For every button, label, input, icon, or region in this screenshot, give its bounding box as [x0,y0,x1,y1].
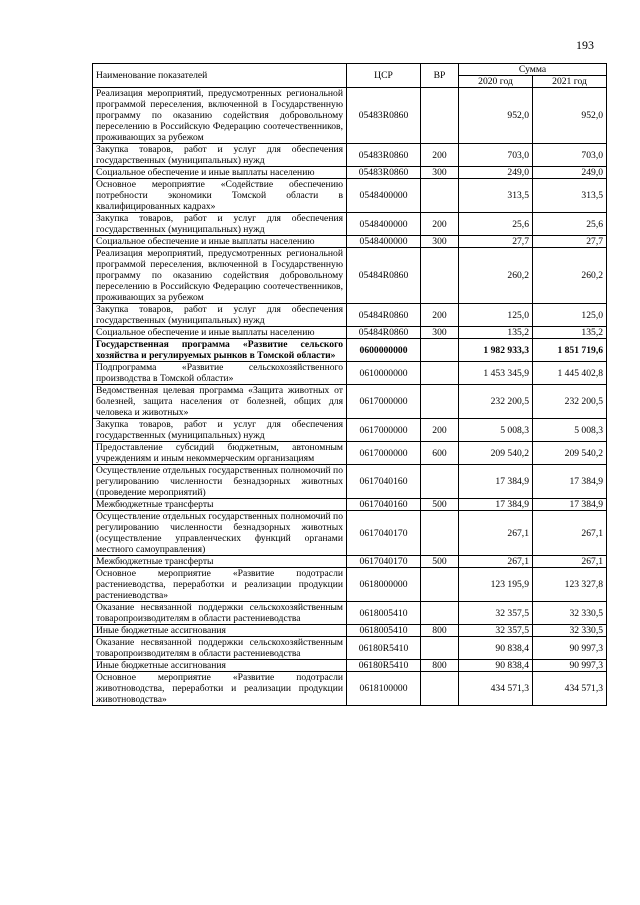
row-csr-cell: 0617000000 [347,442,421,465]
row-sum-2021-cell: 125,0 [533,304,607,327]
row-sum-2021-cell: 703,0 [533,144,607,167]
row-sum-2021-cell: 90 997,3 [533,660,607,672]
table-row [93,602,607,625]
row-csr-cell: 06180R5410 [347,637,421,660]
row-csr-cell: 0618100000 [347,672,421,706]
table-body [93,88,607,706]
table-row [93,625,607,637]
table-row [93,167,607,179]
row-vr-cell [421,511,459,556]
row-sum-2020-cell: 135,2 [459,327,533,339]
row-sum-2020-cell: 17 384,9 [459,465,533,499]
row-sum-2021-cell: 260,2 [533,248,607,304]
row-name-cell: Закупка товаров, работ и услуг для обеспечения государственных (муниципальных) нужд [93,304,347,327]
row-sum-2020-cell: 249,0 [459,167,533,179]
row-sum-2020-cell: 90 838,4 [459,637,533,660]
row-vr-cell: 200 [421,144,459,167]
row-sum-2020-cell: 90 838,4 [459,660,533,672]
row-csr-cell: 05483R0860 [347,167,421,179]
row-name-cell: Социальное обеспечение и иные выплаты населению [93,327,347,339]
row-sum-2021-cell: 209 540,2 [533,442,607,465]
row-csr-cell: 05484R0860 [347,304,421,327]
table-row [93,248,607,304]
header-csr: ЦСР [347,64,421,88]
row-vr-cell [421,385,459,419]
row-vr-cell: 200 [421,419,459,442]
row-name-cell: Межбюджетные трансферты [93,499,347,511]
row-csr-cell: 0617040160 [347,465,421,499]
table-row [93,568,607,602]
row-sum-2021-cell: 1 445 402,8 [533,362,607,385]
header-year-2020: 2020 год [459,76,533,88]
row-vr-cell [421,672,459,706]
budget-table [92,63,607,706]
header-name: Наименование показателей [93,64,347,88]
page-number: 193 [576,38,594,52]
table-row [93,419,607,442]
row-sum-2020-cell: 232 200,5 [459,385,533,419]
row-vr-cell: 800 [421,660,459,672]
header-vr: ВР [421,64,459,88]
table-row [93,144,607,167]
row-vr-cell [421,179,459,213]
row-sum-2020-cell: 27,7 [459,236,533,248]
row-name-cell: Основное мероприятие «Развитие подотрасли растениеводства, переработки и реализации продукции растениеводства» [93,568,347,602]
row-name-cell: Основное мероприятие «Развитие подотрасли животноводства, переработки и реализации продукции животноводства» [93,672,347,706]
row-name-cell: Основное мероприятие «Содействие обеспечению потребности экономики Томской области в квалифицированных кадрах» [93,179,347,213]
row-name-cell: Государственная программа «Развитие сельского хозяйства и регулируемых рынков в Томской области» [93,339,347,362]
row-sum-2020-cell: 313,5 [459,179,533,213]
table-row [93,179,607,213]
row-vr-cell [421,339,459,362]
table-row [93,362,607,385]
row-name-cell: Иные бюджетные ассигнования [93,660,347,672]
table-row [93,660,607,672]
row-csr-cell: 0617040170 [347,511,421,556]
table-row [93,327,607,339]
row-name-cell: Межбюджетные трансферты [93,556,347,568]
table-row [93,339,607,362]
row-csr-cell: 0548400000 [347,213,421,236]
row-sum-2021-cell: 313,5 [533,179,607,213]
row-name-cell: Осуществление отдельных государственных полномочий по регулированию численности безнадзорных животных (проведение мероприятий) [93,465,347,499]
table-row [93,637,607,660]
row-name-cell: Осуществление отдельных государственных полномочий по регулированию численности безнадзорных животных (осуществление управленческих функций органами местного самоуправления) [93,511,347,556]
row-name-cell: Оказание несвязанной поддержки сельскохозяйственным товаропроизводителям в области растениеводства [93,602,347,625]
row-vr-cell: 300 [421,327,459,339]
row-sum-2020-cell: 434 571,3 [459,672,533,706]
row-csr-cell: 0617000000 [347,385,421,419]
row-sum-2021-cell: 135,2 [533,327,607,339]
row-sum-2020-cell: 703,0 [459,144,533,167]
row-name-cell: Подпрограмма «Развитие сельскохозяйственного производства в Томской области» [93,362,347,385]
row-csr-cell: 0618000000 [347,568,421,602]
table-row [93,213,607,236]
row-name-cell: Реализация мероприятий, предусмотренных региональной программой переселения, включенной в Государственную программу по оказанию содействия добровольному переселению в Российскую Федерацию соотечественников, проживающих за рубежом [93,88,347,144]
row-sum-2021-cell: 90 997,3 [533,637,607,660]
row-sum-2020-cell: 123 195,9 [459,568,533,602]
row-csr-cell: 0618005410 [347,625,421,637]
row-vr-cell [421,568,459,602]
row-name-cell: Социальное обеспечение и иные выплаты населению [93,236,347,248]
table-row [93,511,607,556]
row-name-cell: Иные бюджетные ассигнования [93,625,347,637]
row-vr-cell: 300 [421,236,459,248]
row-csr-cell: 0617040170 [347,556,421,568]
row-sum-2020-cell: 267,1 [459,556,533,568]
row-sum-2021-cell: 123 327,8 [533,568,607,602]
row-csr-cell: 0610000000 [347,362,421,385]
row-name-cell: Реализация мероприятий, предусмотренных региональной программой переселения, включенной в Государственную программу по оказанию содействия добровольному переселению в Российскую Федерацию соотечественников, проживающих за рубежом [93,248,347,304]
row-vr-cell [421,637,459,660]
row-vr-cell [421,465,459,499]
row-sum-2021-cell: 267,1 [533,556,607,568]
header-year-2021: 2021 год [533,76,607,88]
row-csr-cell: 0548400000 [347,179,421,213]
row-sum-2021-cell: 17 384,9 [533,465,607,499]
table-row [93,556,607,568]
row-csr-cell: 0600000000 [347,339,421,362]
row-sum-2020-cell: 1 982 933,3 [459,339,533,362]
row-sum-2021-cell: 17 384,9 [533,499,607,511]
row-sum-2021-cell: 27,7 [533,236,607,248]
row-csr-cell: 0548400000 [347,236,421,248]
header-sum: Сумма [459,64,607,76]
row-vr-cell: 300 [421,167,459,179]
table-row [93,672,607,706]
row-sum-2020-cell: 32 357,5 [459,625,533,637]
row-sum-2021-cell: 5 008,3 [533,419,607,442]
row-vr-cell [421,362,459,385]
row-csr-cell: 05483R0860 [347,88,421,144]
row-vr-cell: 500 [421,556,459,568]
table-row [93,499,607,511]
row-name-cell: Социальное обеспечение и иные выплаты населению [93,167,347,179]
row-sum-2020-cell: 952,0 [459,88,533,144]
row-name-cell: Закупка товаров, работ и услуг для обеспечения государственных (муниципальных) нужд [93,213,347,236]
row-sum-2020-cell: 25,6 [459,213,533,236]
row-sum-2021-cell: 25,6 [533,213,607,236]
row-sum-2021-cell: 232 200,5 [533,385,607,419]
row-name-cell: Оказание несвязанной поддержки сельскохозяйственным товаропроизводителям в области растениеводства [93,637,347,660]
row-name-cell: Ведомственная целевая программа «Защита животных от болезней, защита населения от болезней, общих для человека и животных» [93,385,347,419]
row-csr-cell: 0617040160 [347,499,421,511]
row-csr-cell: 0617000000 [347,419,421,442]
row-sum-2020-cell: 1 453 345,9 [459,362,533,385]
row-vr-cell: 200 [421,304,459,327]
row-sum-2020-cell: 32 357,5 [459,602,533,625]
row-csr-cell: 06180R5410 [347,660,421,672]
table-row [93,465,607,499]
row-name-cell: Закупка товаров, работ и услуг для обеспечения государственных (муниципальных) нужд [93,419,347,442]
table-row [93,304,607,327]
row-name-cell: Закупка товаров, работ и услуг для обеспечения государственных (муниципальных) нужд [93,144,347,167]
row-sum-2021-cell: 267,1 [533,511,607,556]
row-vr-cell: 800 [421,625,459,637]
table-header [93,64,607,88]
row-csr-cell: 05483R0860 [347,144,421,167]
row-sum-2020-cell: 209 540,2 [459,442,533,465]
row-name-cell: Предоставление субсидий бюджетным, автономным учреждениям и иным некоммерческим организациям [93,442,347,465]
row-vr-cell: 200 [421,213,459,236]
row-sum-2021-cell: 952,0 [533,88,607,144]
row-sum-2020-cell: 260,2 [459,248,533,304]
row-vr-cell: 600 [421,442,459,465]
row-sum-2021-cell: 32 330,5 [533,625,607,637]
table-row [93,385,607,419]
row-sum-2020-cell: 17 384,9 [459,499,533,511]
row-csr-cell: 05484R0860 [347,248,421,304]
row-vr-cell: 500 [421,499,459,511]
table-row [93,442,607,465]
row-sum-2021-cell: 249,0 [533,167,607,179]
row-csr-cell: 05484R0860 [347,327,421,339]
table-row [93,88,607,144]
row-vr-cell [421,602,459,625]
row-csr-cell: 0618005410 [347,602,421,625]
row-sum-2020-cell: 125,0 [459,304,533,327]
table-row [93,236,607,248]
row-vr-cell [421,88,459,144]
row-sum-2020-cell: 5 008,3 [459,419,533,442]
row-sum-2021-cell: 32 330,5 [533,602,607,625]
row-vr-cell [421,248,459,304]
row-sum-2020-cell: 267,1 [459,511,533,556]
row-sum-2021-cell: 1 851 719,6 [533,339,607,362]
row-sum-2021-cell: 434 571,3 [533,672,607,706]
